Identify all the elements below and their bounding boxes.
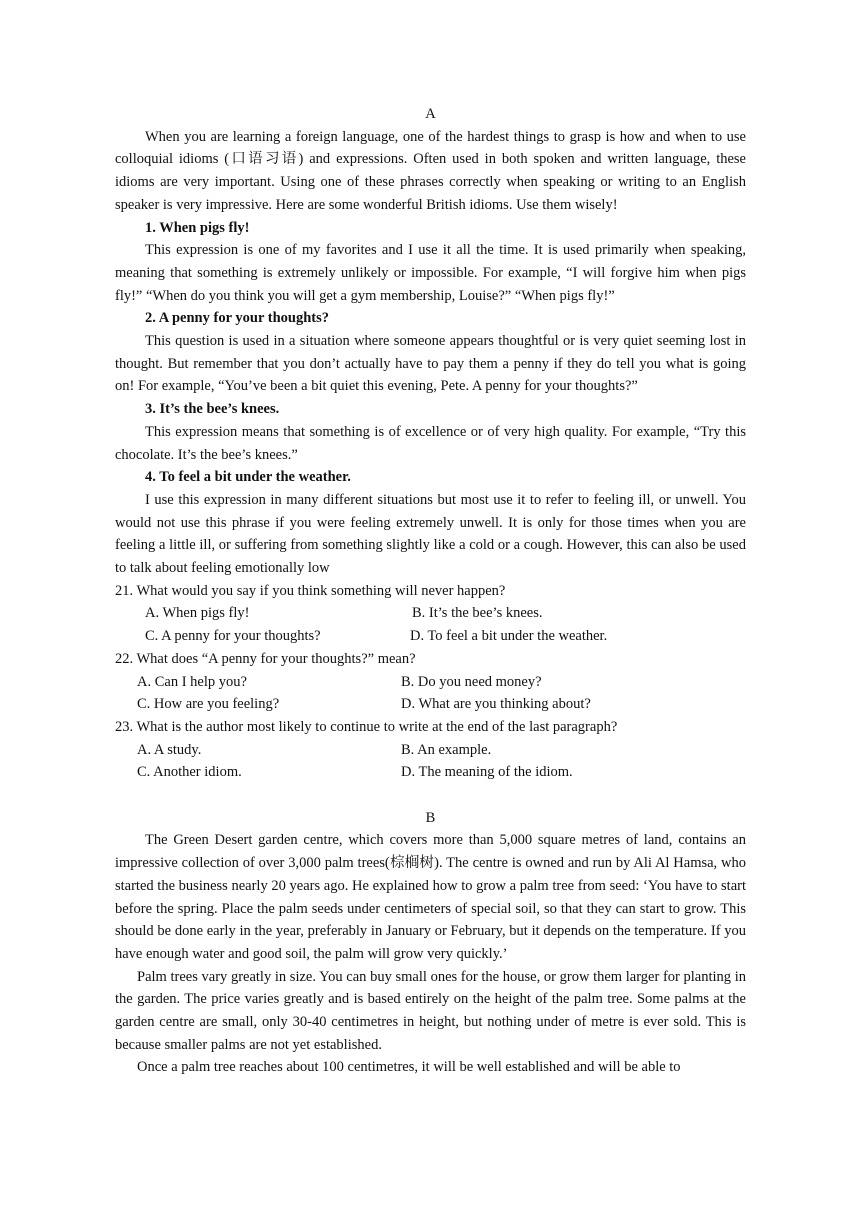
question-22-option-c: C. How are you feeling? (137, 696, 280, 713)
question-22-option-a: A. Can I help you? (137, 673, 247, 690)
question-22-option-b: B. Do you need money? (401, 673, 542, 690)
question-23-option-d: D. The meaning of the idiom. (401, 764, 573, 781)
section-b-paragraph-3: Once a palm tree reaches about 100 centimetres, it will be well established and will be able to (137, 1059, 681, 1076)
question-22-option-d: D. What are you thinking about? (401, 696, 591, 713)
question-22-options-row-2 (115, 693, 746, 716)
question-21-options-row-2 (115, 625, 746, 648)
question-21-option-b: B. It’s the bee’s knees. (412, 605, 543, 622)
question-23-option-b: B. An example. (401, 741, 492, 758)
section-a-intro: When you are learning a foreign language, one of the hardest things to grasp is how and when to use colloquial idioms (口语习语) and expressions. Often used in both spoken and written language, these idioms are very important. Using one of these phrases correctly when speaking or writing to an English speaker is very impressive. Here are some wonderful British idioms. Use them wisely! (115, 128, 746, 213)
idiom-body-2: This question is used in a situation where someone appears thoughtful or is very quiet seeming lost in thought. But remember that you don’t actually have to pay them a penny if they do tell you what is going on! For example, “You’ve been a bit quiet this evening, Pete. A penny for your thoughts?” (115, 333, 746, 395)
idiom-heading-3: 3. It’s the bee’s knees. (145, 401, 280, 418)
section-b-label: B (425, 809, 436, 826)
idiom-body-1: This expression is one of my favorites and I use it all the time. It is used primarily when speaking, meaning that something is extremely unlikely or impossible. For example, “I will forgive him when pigs fly!” “When do you think you will get a gym membership, Louise?” “When pigs fly!” (115, 242, 746, 304)
question-22-stem: 22. What does “A penny for your thoughts?” mean? (115, 650, 416, 667)
section-a-label: A (425, 106, 436, 122)
question-23-stem: 23. What is the author most likely to continue to write at the end of the last paragraph? (115, 718, 618, 735)
idiom-body-3: This expression means that something is of excellence or of very high quality. For example, “Try this chocolate. It’s the bee’s knees.” (115, 423, 746, 463)
idiom-heading-2: 2. A penny for your thoughts? (145, 310, 329, 327)
document-page (115, 103, 746, 1079)
idiom-heading-4: 4. To feel a bit under the weather. (145, 469, 351, 486)
question-21-option-d: D. To feel a bit under the weather. (410, 628, 608, 645)
section-b-paragraph-2: Palm trees vary greatly in size. You can buy small ones for the house, or grow them larger for planting in the garden. The price varies greatly and is based entirely on the height of the palm tree. Some palms at the garden centre are small, only 30-40 centimetres in height, but nothing under of metre is ever sold. This is because smaller palms are not yet established. (115, 968, 746, 1053)
question-21-options-row-1 (115, 602, 746, 625)
section-spacer (115, 784, 746, 807)
question-23-option-c: C. Another idiom. (137, 764, 242, 781)
question-22-options-row-1 (115, 671, 746, 694)
question-21-stem: 21. What would you say if you think something will never happen? (115, 582, 506, 599)
question-23-option-a: A. A study. (137, 741, 202, 758)
idiom-body-4: I use this expression in many different situations but most use it to refer to feeling ill, or unwell. You would not use this phrase if you were feeling extremely unwell. It is only for those times when you are feeling a little ill, or suffering from something slightly like a cold or a cough. However, this can also be used to talk about feeling emotionally low (115, 491, 746, 577)
question-23-options-row-1 (115, 739, 746, 762)
section-b-paragraph-1: The Green Desert garden centre, which covers more than 5,000 square metres of land, contains an impressive collection of over 3,000 palm trees(棕榈树). The centre is owned and run by Ali Al Hamsa, who started the business nearly 20 years ago. He explained how to grow a palm tree from seed: ‘You have to start before the spring. Place the palm seeds under centimeters of special soil, so that they can start to grow. This should be done early in the year, preferably in January or February, but it depends on the temperature. If you have enough water and good soil, the palm will grow very quickly.’ (115, 832, 746, 962)
question-23-options-row-2 (115, 761, 746, 784)
question-21-option-c: C. A penny for your thoughts? (145, 628, 321, 645)
idiom-heading-1: 1. When pigs fly! (145, 219, 250, 236)
question-21-option-a: A. When pigs fly! (145, 605, 250, 622)
